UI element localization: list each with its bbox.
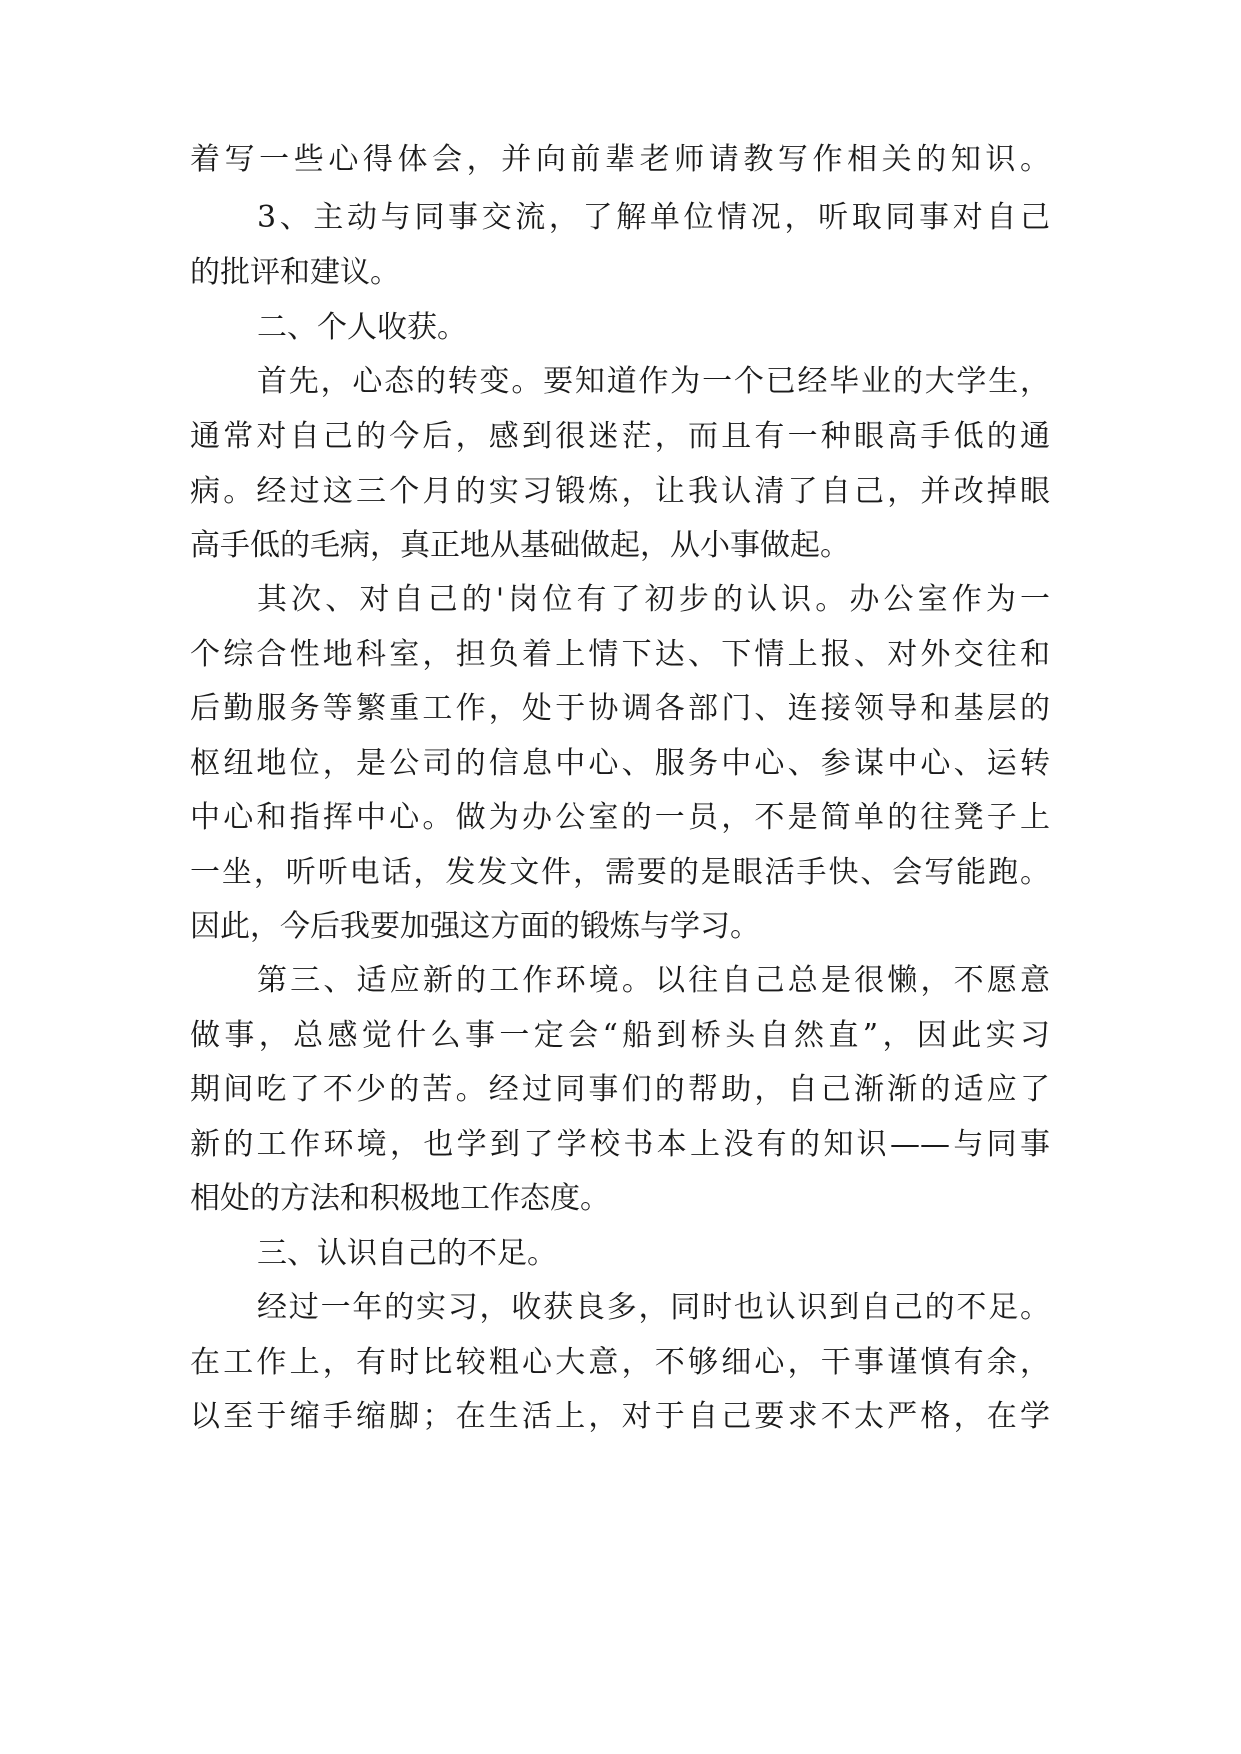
- text-line: 着写一些心得体会，并向前辈老师请教写作相关的知识。: [190, 142, 1050, 177]
- text-line: 其次、对自己的'岗位有了初步的认识。办公室作为一: [257, 582, 1050, 617]
- text-line: 后勤服务等繁重工作，处于协调各部门、连接领导和基层的: [190, 691, 1050, 726]
- text-line: 因此，今后我要加强这方面的锻炼与学习。: [190, 909, 760, 944]
- text-line: 通常对自己的今后，感到很迷茫，而且有一种眼高手低的通: [190, 419, 1050, 454]
- text-line: 病。经过这三个月的实习锻炼，让我认清了自己，并改掉眼: [190, 474, 1050, 509]
- text-line: 经过一年的实习，收获良多，同时也认识到自己的不足。: [257, 1290, 1050, 1325]
- text-line: 新的工作环境，也学到了学校书本上没有的知识——与同事: [190, 1127, 1050, 1162]
- text-line: 中心和指挥中心。做为办公室的一员，不是简单的往凳子上: [190, 800, 1050, 835]
- section-heading: 二、个人收获。: [257, 310, 467, 345]
- text-line: 个综合性地科室，担负着上情下达、下情上报、对外交往和: [190, 637, 1050, 672]
- text-line: 在工作上，有时比较粗心大意，不够细心，干事谨慎有余，: [190, 1345, 1050, 1380]
- text-line: 以至于缩手缩脚；在生活上，对于自己要求不太严格，在学: [190, 1399, 1050, 1434]
- section-heading: 三、认识自己的不足。: [257, 1236, 557, 1271]
- text-line: 一坐，听听电话，发发文件，需要的是眼活手快、会写能跑。: [190, 855, 1050, 890]
- text-line: 的批评和建议。: [190, 255, 400, 290]
- text-line: 第三、适应新的工作环境。以往自己总是很懒，不愿意: [257, 963, 1050, 998]
- text-line: 期间吃了不少的苦。经过同事们的帮助，自己渐渐的适应了: [190, 1072, 1050, 1107]
- text-line: 高手低的毛病，真正地从基础做起，从小事做起。: [190, 528, 850, 563]
- text-line: 3、主动与同事交流，了解单位情况，听取同事对自己: [257, 200, 1050, 235]
- text-line: 相处的方法和积极地工作态度。: [190, 1181, 610, 1216]
- text-line: 枢纽地位，是公司的信息中心、服务中心、参谋中心、运转: [190, 746, 1050, 781]
- text-line: 首先，心态的转变。要知道作为一个已经毕业的大学生，: [257, 364, 1050, 399]
- text-line: 做事，总感觉什么事一定会“船到桥头自然直”，因此实习: [190, 1018, 1050, 1053]
